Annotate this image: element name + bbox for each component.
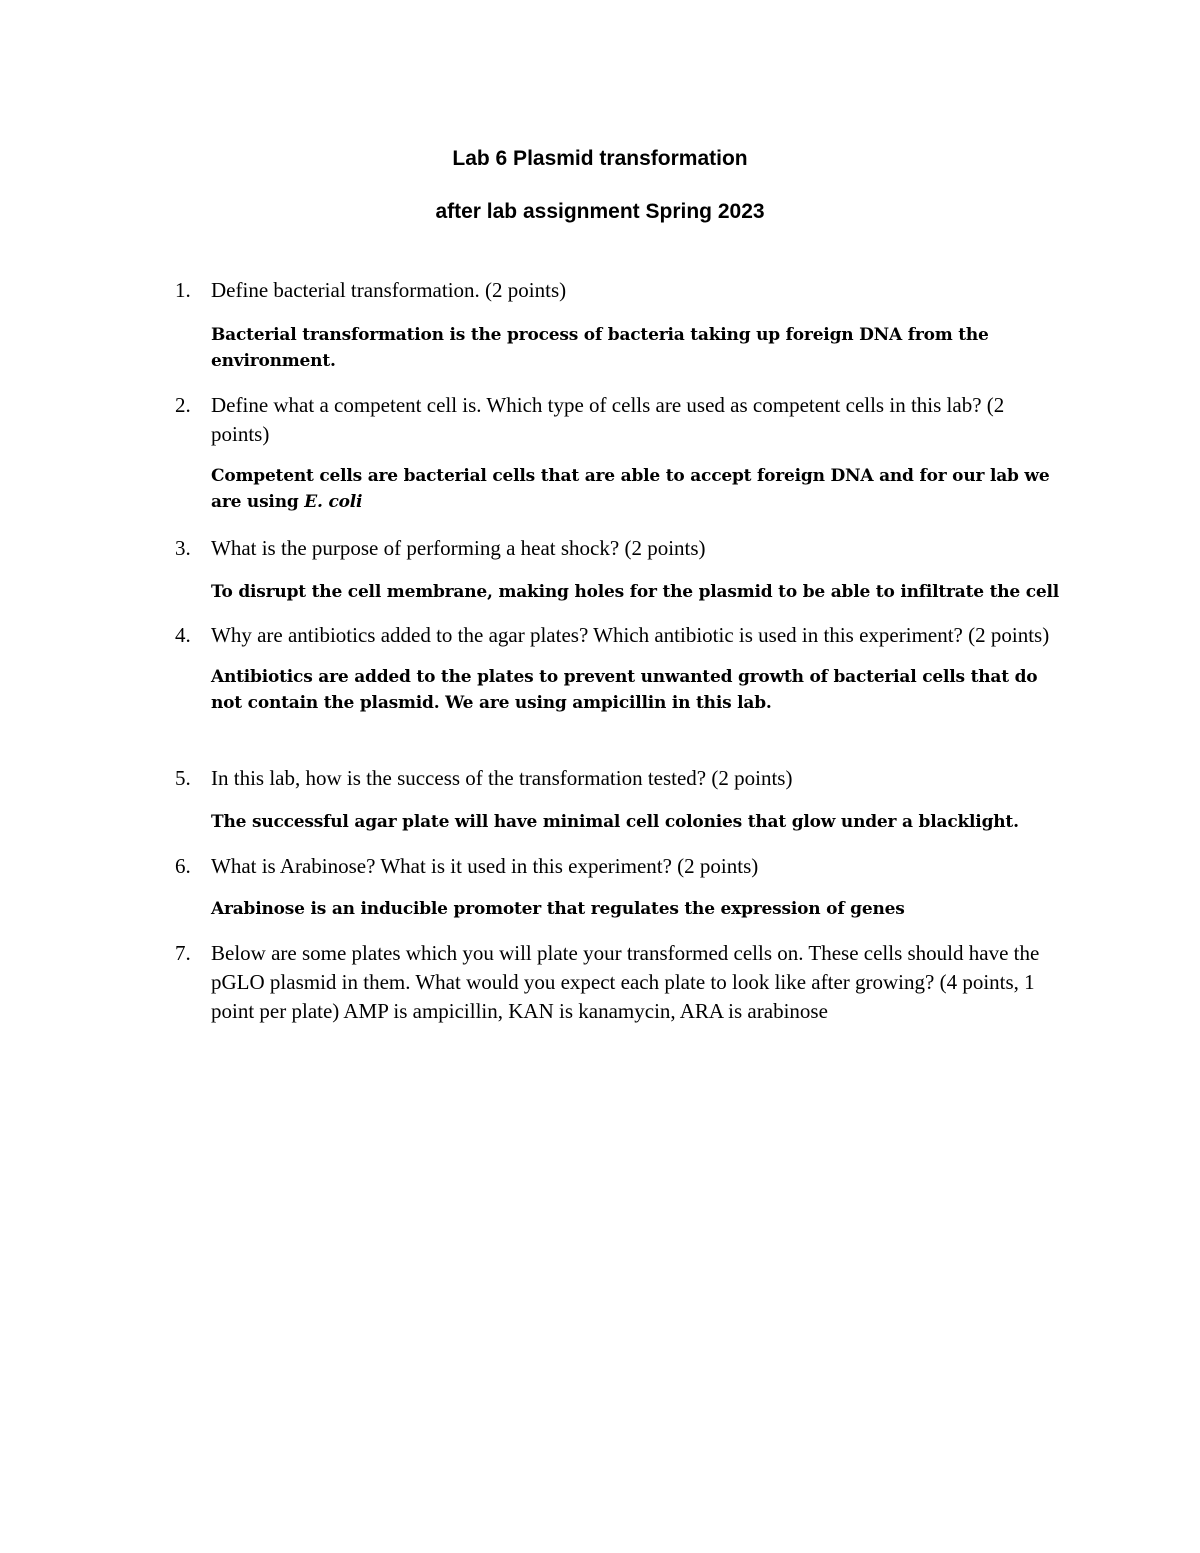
document-title: Lab 6 Plasmid transformation bbox=[452, 147, 748, 170]
question-number: 4. bbox=[175, 623, 191, 647]
answer-text-italic: E. coli bbox=[304, 492, 363, 512]
question-5 bbox=[0, 764, 1066, 835]
answer-text: Arabinose is an inducible promoter that regulates the expression of genes bbox=[211, 899, 905, 919]
question-7 bbox=[0, 939, 1066, 1026]
question-text: Below are some plates which you will plate your transformed cells on. These cells should have the pGLO plasmid in them. What would you expect each plate to look like after growing? (4 points, 1 point per plate) AMP is ampicillin, KAN is kanamycin, ARA is arabinose bbox=[211, 941, 1040, 1023]
question-number: 6. bbox=[175, 854, 191, 878]
question-text: What is Arabinose? What is it used in this experiment? (2 points) bbox=[211, 854, 759, 878]
question-1 bbox=[0, 276, 1066, 374]
answer-text: Antibiotics are added to the plates to prevent unwanted growth of bacterial cells that do not contain the plasmid. We are using ampicillin in this lab. bbox=[211, 667, 1038, 713]
question-text: Define bacterial transformation. (2 points) bbox=[211, 278, 567, 302]
question-text: Define what a competent cell is. Which type of cells are used as competent cells in this lab? (2 points) bbox=[211, 393, 1005, 446]
question-2 bbox=[0, 391, 1066, 515]
answer-text bbox=[211, 463, 1066, 515]
answer-text: To disrupt the cell membrane, making holes for the plasmid to be able to infiltrate the cell bbox=[211, 582, 1060, 602]
question-text: In this lab, how is the success of the transformation tested? (2 points) bbox=[211, 766, 793, 790]
question-3 bbox=[0, 534, 1066, 605]
question-number: 2. bbox=[175, 393, 191, 417]
question-number: 1. bbox=[175, 278, 191, 302]
question-text: What is the purpose of performing a heat shock? (2 points) bbox=[211, 536, 706, 560]
document-subtitle: after lab assignment Spring 2023 bbox=[435, 200, 765, 223]
question-4 bbox=[0, 621, 1066, 716]
question-number: 3. bbox=[175, 536, 191, 560]
question-number: 5. bbox=[175, 766, 191, 790]
answer-text: Bacterial transformation is the process of bacteria taking up foreign DNA from the environment. bbox=[211, 325, 989, 371]
question-6 bbox=[0, 852, 1066, 922]
question-text: Why are antibiotics added to the agar plates? Which antibiotic is used in this experiment? (2 points) bbox=[211, 623, 1050, 647]
answer-text-main: Competent cells are bacterial cells that are able to accept foreign DNA and for our lab we are using bbox=[211, 466, 1050, 512]
answer-text: The successful agar plate will have minimal cell colonies that glow under a blacklight. bbox=[211, 812, 1019, 832]
question-number: 7. bbox=[175, 941, 191, 965]
